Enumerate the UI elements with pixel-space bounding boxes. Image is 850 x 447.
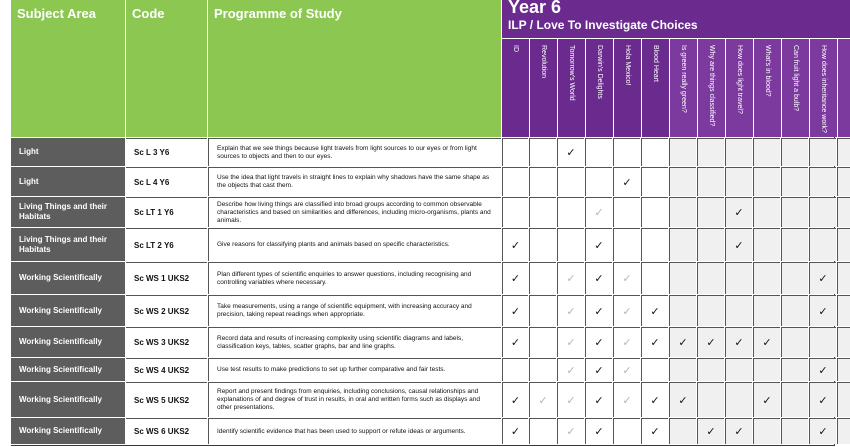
check-icon: ✓ [650, 337, 660, 349]
check-icon: ✓ [650, 305, 660, 318]
mark-cell [725, 138, 752, 166]
mark-cell [585, 358, 612, 381]
code-cell: Sc WS 4 UKS2 [126, 358, 207, 381]
subject-cell: Working Scientifically [11, 262, 125, 294]
check-icon: ✓ [510, 305, 521, 318]
mark-cell [781, 228, 808, 261]
mark-cell [781, 197, 808, 227]
topic-header [754, 39, 781, 137]
check-icon: ✓ [678, 394, 688, 407]
mark-cell [557, 382, 584, 417]
mark-cell [557, 262, 584, 294]
mark-cell [725, 358, 752, 381]
mark-cell [809, 418, 836, 444]
topic-label: Hola Mexico! [624, 45, 631, 86]
mark-cell [529, 197, 556, 227]
topic-header [586, 39, 613, 137]
mark-cell [669, 358, 696, 381]
mark-cell [669, 295, 696, 326]
check-icon: ✓ [818, 426, 828, 438]
programme-cell: Report and present findings from enquiries, including conclusions, causal relationships and explanations of and degree of trust in results, in oral and written forms such as displays and other presentations. [208, 382, 501, 417]
mark-cell [669, 167, 696, 196]
mark-cell [613, 418, 640, 444]
topic-label: Can fruit light a bulb? [792, 45, 799, 112]
topic-label: What's in blood? [764, 45, 771, 97]
mark-cell [809, 327, 836, 357]
topic-header [614, 39, 641, 137]
mark-cell [837, 382, 850, 417]
mark-cell [641, 228, 668, 261]
check-icon: ✓ [594, 305, 604, 318]
topic-header [530, 39, 557, 137]
check-icon: ✓ [734, 337, 744, 349]
check-icon: ✓ [622, 305, 632, 318]
mark-cell [837, 228, 850, 261]
mark-cell [809, 382, 836, 417]
mark-cell [613, 327, 640, 357]
topic-header [838, 39, 850, 137]
check-icon: ✓ [734, 207, 744, 219]
year-subtitle: ILP / Love To Investigate Choices [508, 18, 698, 32]
programme-cell: Take measurements, using a range of scientific equipment, with increasing accuracy and precision, taking repeat readings when appropriate. [208, 295, 501, 326]
curriculum-table [11, 0, 835, 446]
mark-cell [837, 358, 850, 381]
topic-label: Revolution [540, 45, 547, 79]
subject-cell: Living Things and their Habitats [11, 197, 125, 227]
check-icon: ✓ [566, 337, 576, 349]
mark-cell [697, 382, 724, 417]
check-icon: ✓ [734, 426, 744, 438]
header-code: Code [126, 0, 207, 137]
check-icon: ✓ [594, 394, 604, 407]
mark-cell [613, 295, 640, 326]
mark-cell [502, 418, 528, 444]
mark-cell [641, 418, 668, 444]
check-icon: ✓ [510, 337, 521, 349]
mark-cell [725, 197, 752, 227]
mark-cell [669, 197, 696, 227]
topic-header [502, 39, 529, 137]
code-cell: Sc WS 2 UKS2 [126, 295, 207, 326]
mark-cell [529, 138, 556, 166]
check-icon: ✓ [566, 305, 576, 318]
mark-cell [753, 138, 780, 166]
topic-label: Why are things classified? [708, 45, 715, 127]
check-icon: ✓ [734, 239, 744, 252]
check-icon: ✓ [706, 426, 716, 438]
mark-cell [613, 167, 640, 196]
subject-cell: Working Scientifically [11, 327, 125, 357]
mark-cell [502, 295, 528, 326]
mark-cell [781, 295, 808, 326]
check-icon: ✓ [650, 394, 660, 407]
check-icon: ✓ [594, 337, 604, 349]
mark-cell [641, 167, 668, 196]
code-cell: Sc WS 3 UKS2 [126, 327, 207, 357]
mark-cell [809, 228, 836, 261]
mark-cell [753, 167, 780, 196]
mark-cell [557, 138, 584, 166]
mark-cell [502, 382, 528, 417]
mark-cell [753, 418, 780, 444]
topic-header [726, 39, 753, 137]
topic-header [698, 39, 725, 137]
mark-cell [529, 327, 556, 357]
mark-cell [669, 228, 696, 261]
programme-cell: Describe how living things are classified into broad groups according to common observable characteristics and based on similarities and differences, including micro-organisms, plants and animals. [208, 197, 501, 227]
code-cell: Sc LT 2 Y6 [126, 228, 207, 261]
mark-cell [585, 327, 612, 357]
mark-cell [753, 327, 780, 357]
mark-cell [641, 327, 668, 357]
mark-cell [669, 382, 696, 417]
mark-cell [781, 138, 808, 166]
mark-cell [613, 262, 640, 294]
mark-cell [585, 418, 612, 444]
check-icon: ✓ [566, 147, 576, 159]
mark-cell [641, 358, 668, 381]
mark-cell [529, 358, 556, 381]
topic-header [642, 39, 669, 137]
check-icon: ✓ [818, 273, 828, 285]
mark-cell [557, 295, 584, 326]
mark-cell [837, 167, 850, 196]
mark-cell [753, 382, 780, 417]
mark-cell [669, 327, 696, 357]
mark-cell [613, 228, 640, 261]
programme-cell: Identify scientific evidence that has been used to support or refute ideas or arguments. [208, 418, 501, 444]
mark-cell [725, 228, 752, 261]
mark-cell [641, 197, 668, 227]
mark-cell [641, 295, 668, 326]
header-subject-area: Subject Area [11, 0, 125, 137]
mark-cell [725, 418, 752, 444]
mark-cell [781, 167, 808, 196]
mark-cell [725, 382, 752, 417]
year-title: Year 6 [508, 0, 562, 17]
programme-cell: Use test results to make predictions to set up further comparative and fair tests. [208, 358, 501, 381]
subject-cell: Working Scientifically [11, 358, 125, 381]
check-icon: ✓ [818, 394, 828, 407]
check-icon: ✓ [622, 364, 632, 377]
check-icon: ✓ [594, 273, 604, 285]
mark-cell [837, 138, 850, 166]
subject-cell: Light [11, 138, 125, 166]
subject-cell: Working Scientifically [11, 382, 125, 417]
check-icon: ✓ [510, 394, 521, 407]
mark-cell [697, 418, 724, 444]
check-icon: ✓ [762, 394, 772, 407]
subject-cell: Working Scientifically [11, 418, 125, 444]
mark-cell [697, 262, 724, 294]
mark-cell [809, 358, 836, 381]
mark-cell [557, 327, 584, 357]
topic-label: How does inheritance work? [820, 45, 827, 133]
check-icon: ✓ [538, 394, 548, 407]
topic-header-row [502, 39, 850, 137]
mark-cell [669, 418, 696, 444]
subject-cell: Living Things and their Habitats [11, 228, 125, 261]
topic-label: Blood Heart [652, 45, 659, 82]
mark-cell [641, 382, 668, 417]
mark-cell [641, 262, 668, 294]
mark-cell [697, 197, 724, 227]
mark-cell [585, 262, 612, 294]
check-icon: ✓ [622, 394, 632, 407]
programme-cell: Plan different types of scientific enquiries to answer questions, including recognising and controlling variables where necessary. [208, 262, 501, 294]
mark-cell [781, 418, 808, 444]
programme-cell: Explain that we see things because light travels from light sources to our eyes or from light sources to objects and then to our eyes. [208, 138, 501, 166]
mark-cell [697, 228, 724, 261]
check-icon: ✓ [622, 273, 632, 285]
mark-cell [613, 138, 640, 166]
mark-cell [725, 295, 752, 326]
mark-cell [669, 138, 696, 166]
programme-cell: Use the idea that light travels in straight lines to explain why shadows have the same shape as the objects that cast them. [208, 167, 501, 196]
mark-cell [725, 167, 752, 196]
mark-cell [837, 418, 850, 444]
mark-cell [697, 167, 724, 196]
topic-header [782, 39, 809, 137]
mark-cell [557, 418, 584, 444]
mark-cell [641, 138, 668, 166]
mark-cell [502, 358, 528, 381]
mark-cell [529, 262, 556, 294]
topic-header [810, 39, 837, 137]
mark-cell [585, 382, 612, 417]
check-icon: ✓ [594, 239, 604, 252]
topic-header [670, 39, 697, 137]
mark-cell [502, 167, 528, 196]
check-icon: ✓ [566, 394, 576, 407]
mark-cell [781, 382, 808, 417]
mark-cell [697, 138, 724, 166]
subject-cell: Working Scientifically [11, 295, 125, 326]
mark-cell [557, 228, 584, 261]
check-icon: ✓ [594, 364, 604, 377]
mark-cell [753, 358, 780, 381]
mark-cell [809, 197, 836, 227]
mark-cell [781, 262, 808, 294]
mark-cell [781, 358, 808, 381]
check-icon: ✓ [510, 273, 521, 285]
year-header [502, 0, 850, 137]
mark-cell [502, 262, 528, 294]
mark-cell [529, 295, 556, 326]
check-icon: ✓ [818, 364, 828, 377]
mark-cell [725, 327, 752, 357]
code-cell: Sc WS 1 UKS2 [126, 262, 207, 294]
check-icon: ✓ [678, 337, 688, 349]
programme-cell: Record data and results of increasing complexity using scientific diagrams and labels, classification keys, tables, scatter graphs, bar and line graphs. [208, 327, 501, 357]
mark-cell [697, 295, 724, 326]
mark-cell [781, 327, 808, 357]
check-icon: ✓ [566, 273, 576, 285]
check-icon: ✓ [510, 239, 521, 252]
topic-label: How does light travel? [736, 45, 743, 114]
check-icon: ✓ [650, 426, 660, 438]
code-cell: Sc WS 5 UKS2 [126, 382, 207, 417]
mark-cell [502, 138, 528, 166]
check-icon: ✓ [622, 337, 632, 349]
mark-cell [697, 327, 724, 357]
mark-cell [557, 358, 584, 381]
code-cell: Sc LT 1 Y6 [126, 197, 207, 227]
mark-cell [585, 295, 612, 326]
code-cell: Sc WS 6 UKS2 [126, 418, 207, 444]
mark-cell [697, 358, 724, 381]
header-programme: Programme of Study [208, 0, 501, 137]
mark-cell [529, 167, 556, 196]
subject-cell: Light [11, 167, 125, 196]
mark-cell [585, 138, 612, 166]
mark-cell [753, 262, 780, 294]
mark-cell [837, 327, 850, 357]
mark-cell [809, 295, 836, 326]
check-icon: ✓ [566, 364, 576, 377]
mark-cell [725, 262, 752, 294]
check-icon: ✓ [594, 207, 604, 219]
mark-cell [585, 197, 612, 227]
mark-cell [837, 197, 850, 227]
mark-cell [557, 167, 584, 196]
topic-header [558, 39, 585, 137]
check-icon: ✓ [762, 337, 772, 349]
mark-cell [502, 197, 528, 227]
year-title-block [502, 0, 850, 38]
check-icon: ✓ [706, 337, 716, 349]
check-icon: ✓ [622, 176, 632, 189]
topic-label: Tomorrow's World [568, 45, 575, 101]
code-cell: Sc L 4 Y6 [126, 167, 207, 196]
check-icon: ✓ [594, 426, 604, 438]
mark-cell [753, 228, 780, 261]
topic-label: Darwin's Delights [596, 45, 603, 99]
mark-cell [585, 167, 612, 196]
check-icon: ✓ [818, 305, 828, 318]
topic-label: ID [512, 45, 519, 52]
topic-label: Is green really green? [680, 45, 687, 113]
mark-cell [529, 382, 556, 417]
code-cell: Sc L 3 Y6 [126, 138, 207, 166]
mark-cell [502, 228, 528, 261]
check-icon: ✓ [510, 426, 521, 438]
mark-cell [613, 197, 640, 227]
mark-cell [502, 327, 528, 357]
mark-cell [613, 358, 640, 381]
mark-cell [529, 418, 556, 444]
mark-cell [753, 295, 780, 326]
mark-cell [613, 382, 640, 417]
mark-cell [809, 262, 836, 294]
mark-cell [809, 167, 836, 196]
mark-cell [669, 262, 696, 294]
programme-cell: Give reasons for classifying plants and animals based on specific characteristics. [208, 228, 501, 261]
mark-cell [585, 228, 612, 261]
mark-cell [837, 262, 850, 294]
mark-cell [529, 228, 556, 261]
mark-cell [837, 295, 850, 326]
mark-cell [753, 197, 780, 227]
mark-cell [809, 138, 836, 166]
check-icon: ✓ [566, 426, 576, 438]
mark-cell [557, 197, 584, 227]
